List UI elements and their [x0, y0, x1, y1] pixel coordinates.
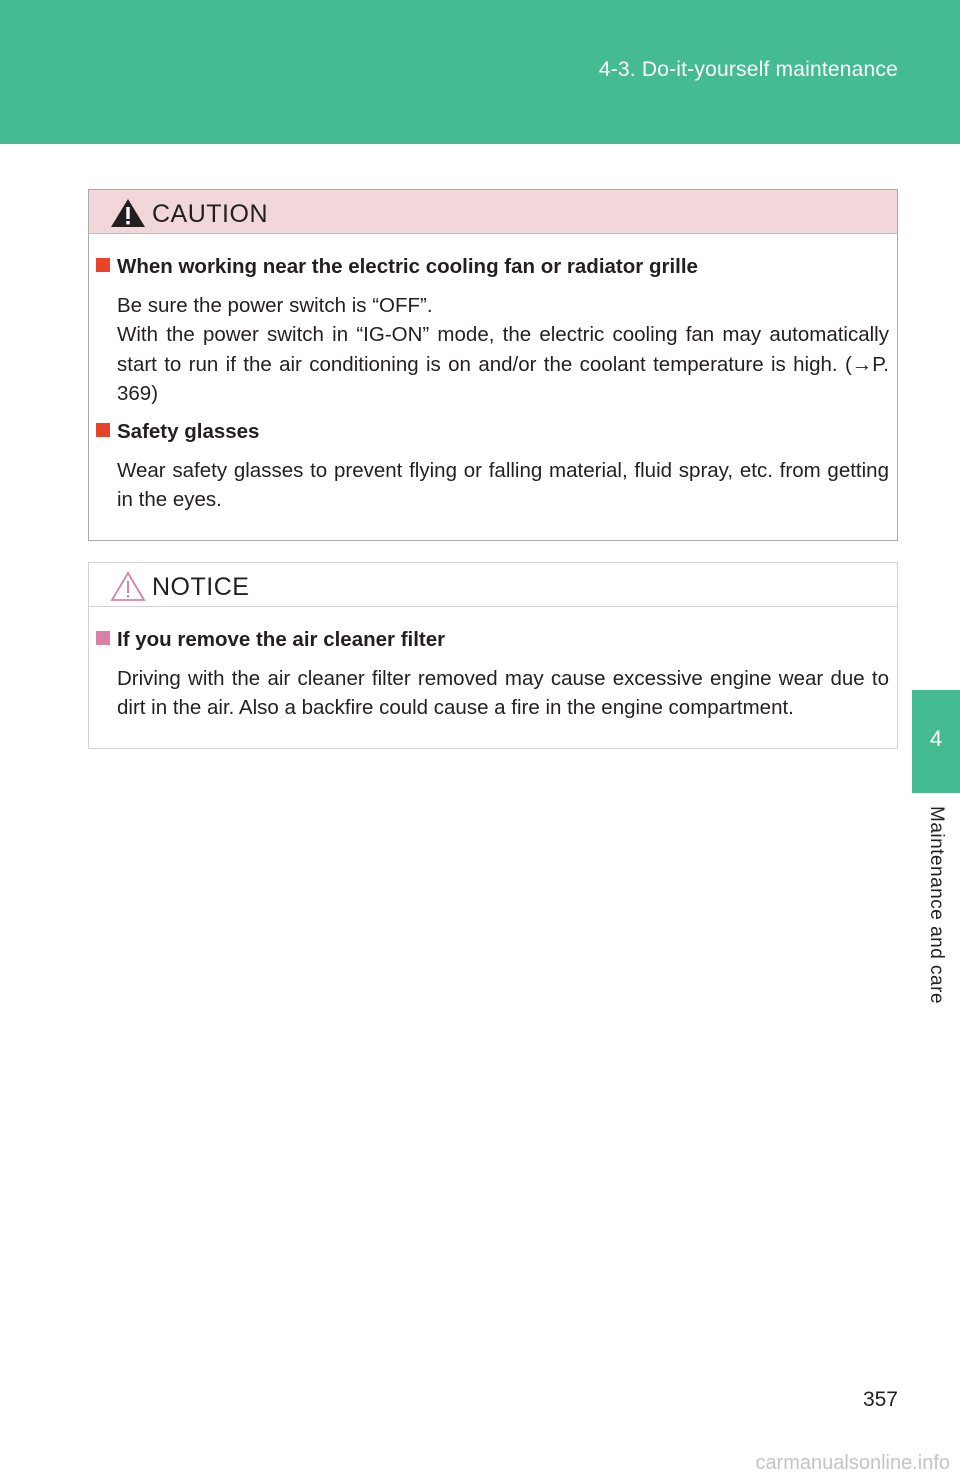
- caution-section-cooling-fan: [96, 253, 889, 408]
- warning-triangle-outline-icon: [109, 570, 147, 602]
- page-number: 357: [862, 1388, 898, 1411]
- page-header: [0, 0, 960, 144]
- paragraph: Be sure the power switch is “OFF”.: [117, 294, 433, 317]
- section-text: [117, 664, 889, 723]
- section-heading: When working near the electric cooling fan or radiator grille: [117, 255, 698, 278]
- section-heading: Safety glasses: [117, 420, 260, 443]
- caution-label: CAUTION: [152, 200, 268, 228]
- watermark: carmanualsonline.info: [755, 1452, 950, 1474]
- warning-triangle-icon: [109, 197, 147, 229]
- caution-box: [88, 189, 898, 541]
- paragraph: Wear safety glasses to prevent flying or falling material, fluid spray, etc. from getting in the eyes.: [117, 459, 889, 512]
- bullet-square-icon: [96, 423, 110, 437]
- section-title: 4-3. Do-it-yourself maintenance: [598, 58, 898, 81]
- section-heading: If you remove the air cleaner filter: [117, 628, 446, 651]
- chapter-tab[interactable]: [912, 690, 960, 793]
- chapter-number: 4: [929, 726, 943, 751]
- notice-header: [89, 563, 897, 607]
- bullet-square-icon: [96, 258, 110, 272]
- notice-box: [88, 562, 898, 749]
- section-text: [117, 291, 889, 408]
- notice-label: NOTICE: [152, 573, 250, 601]
- caution-header: [89, 190, 897, 234]
- bullet-square-icon: [96, 631, 110, 645]
- section-text: [117, 456, 889, 515]
- paragraph: Driving with the air cleaner filter removed may cause excessive engine wear due to dirt in the air. Also a backfire could cause a fire in the engine compartment.: [117, 667, 889, 720]
- caution-section-safety-glasses: [96, 418, 889, 515]
- paragraph: With the power switch in “IG-ON” mode, the electric cooling fan may automatically start to run if the air conditioning is on and/or the coolant temperature is high. (→P. 369): [117, 323, 889, 405]
- notice-section-air-cleaner: [96, 626, 889, 723]
- chapter-label: Maintenance and care: [926, 806, 947, 1005]
